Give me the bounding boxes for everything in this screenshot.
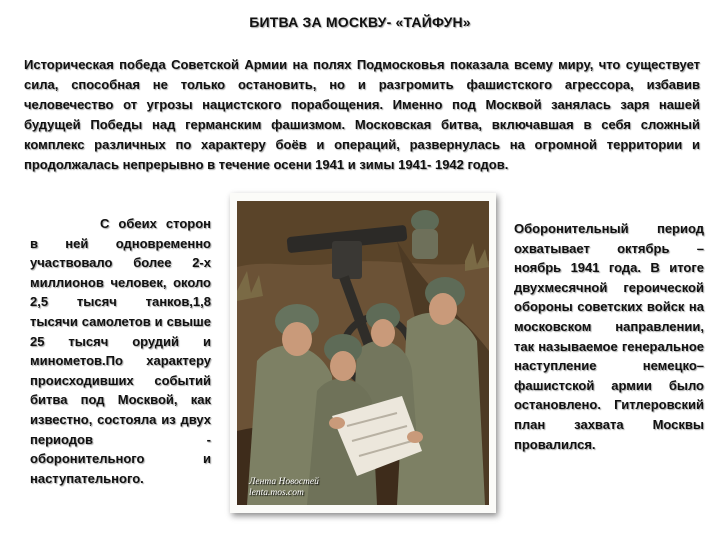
intro-paragraph: Историческая победа Советской Армии на полях Подмосковья показала всему миру, что существует сила, способная не только остановить, но и разгромить фашистского агрессора, избавив человечество от угрозы нацистского порабощения. Именно под Москвой занялась заря нашей будущей Победы над германским фашизмом. Московская битва, включавшая в себя сложный комплекс различных по характеру боёв и операций, развернулась на огромной территории и продолжалась непрерывно в течение осени 1941 и зимы 1941- 1942 годов.: [24, 57, 700, 172]
page-title: БИТВА ЗА МОСКВУ- «ТАЙФУН»: [249, 14, 471, 30]
photo-frame: [230, 193, 496, 513]
photo-watermark: Лента Новостей lenta.mos.com: [249, 477, 319, 498]
historical-photo: [237, 201, 489, 505]
right-column-text: Оборонительный период охватывает октябрь – ноябрь 1941 года. В итоге двухмесячной героической обороны советских войск на московском направлении, так называемое генеральное наступление немецко–фашистской армии было остановлено. Гитлеровский план захвата Москвы провалился.: [514, 221, 704, 452]
soldiers-in-trench-illustration: [237, 201, 489, 505]
left-column-text: С обеих сторон в ней одновременно участвовало более 2-х миллионов человек, около 2,5 тысяч танков,1,8 тысячи самолетов и свыше 25 тысяч орудий и минометов.По характеру происходивших событий битва под Москвой, как известно, состояла из двух периодов - оборонительного и наступательного.: [30, 216, 211, 486]
